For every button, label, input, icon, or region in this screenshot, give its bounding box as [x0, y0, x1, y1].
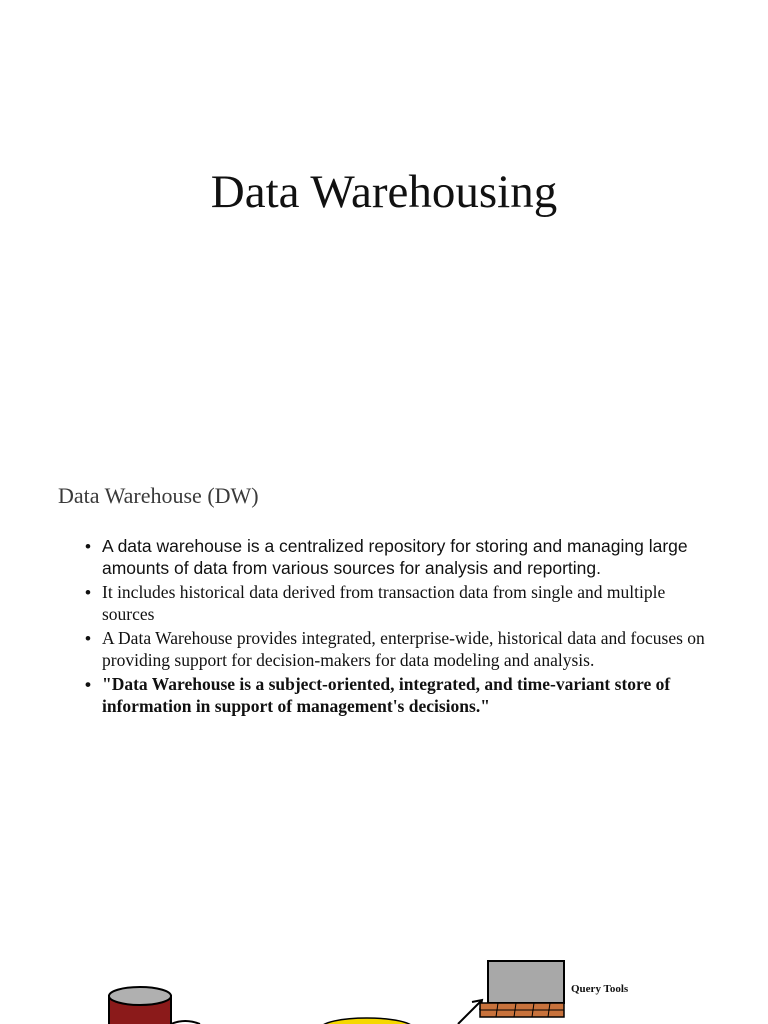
bullet-icon: • [85, 583, 91, 602]
database-icon [109, 987, 171, 1024]
query-tools-label: Query Tools [571, 983, 629, 995]
bullet-item [84, 628, 714, 671]
bullet-text: A Data Warehouse provides integrated, enterprise-wide, historical data and focuses on providing support for decision-makers for data modeling and analysis. [102, 628, 705, 670]
slide-title: Data Warehousing [210, 166, 558, 218]
computer-icon [480, 961, 564, 1017]
bullet-item [84, 536, 714, 579]
bullet-text: "Data Warehouse is a subject-oriented, integrated, and time-variant store of information in support of management's decisions." [102, 674, 671, 716]
bullet-item [84, 582, 714, 625]
title-slide [0, 0, 768, 440]
warehouse-icon [321, 1018, 413, 1024]
bullet-icon: • [85, 675, 91, 694]
warehouse-diagram [0, 940, 768, 1024]
section-heading: Data Warehouse (DW) [58, 483, 259, 508]
bullet-icon: • [85, 629, 91, 648]
bullet-list [84, 536, 714, 720]
bullet-text: A data warehouse is a centralized repository for storing and managing large amounts of data from various sources for analysis and reporting. [102, 536, 688, 578]
arrow-icon [458, 1000, 482, 1024]
bullet-text: It includes historical data derived from transaction data from single and multiple sources [102, 582, 666, 624]
bullet-item [84, 674, 714, 717]
bullet-icon: • [85, 537, 91, 556]
